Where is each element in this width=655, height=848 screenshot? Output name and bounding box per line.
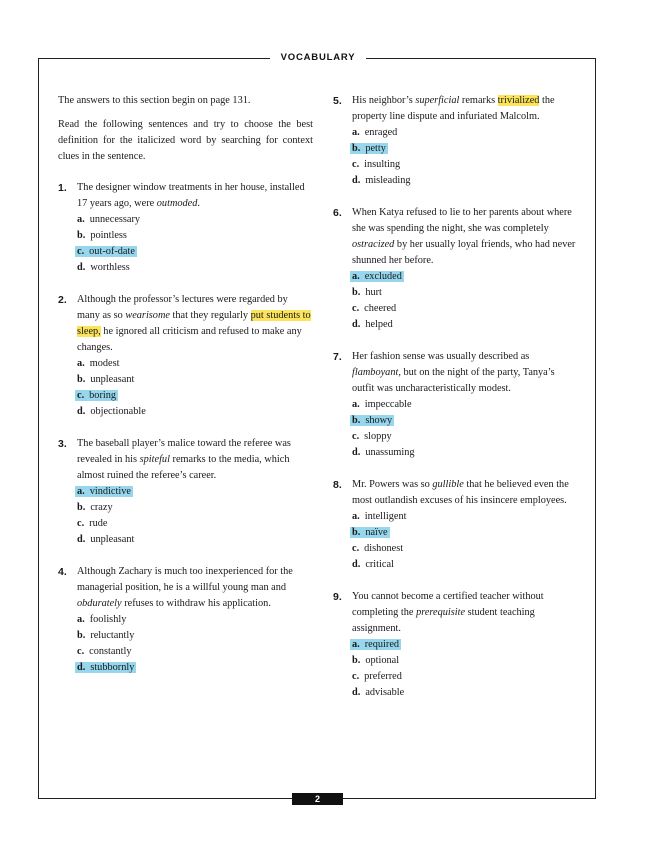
vocab-word: spiteful xyxy=(139,454,170,465)
section-title: VOCABULARY xyxy=(270,52,366,63)
option-a-answer[interactable]: a. required xyxy=(352,639,400,650)
question-stem: You cannot become a certified teacher without completing the prerequisite student teaching assignment. xyxy=(352,591,544,634)
question-9 xyxy=(333,589,578,701)
option-b[interactable]: b. reluctantly xyxy=(77,630,135,641)
option-a[interactable]: a. foolishly xyxy=(77,614,127,625)
question-number: 3. xyxy=(58,438,67,450)
option-b[interactable]: b. hurt xyxy=(352,287,382,298)
option-a[interactable]: a. impeccable xyxy=(352,399,412,410)
question-number: 7. xyxy=(333,351,342,363)
context-clue-highlight: trivialized xyxy=(497,95,540,106)
vocab-word: superficial xyxy=(415,95,460,106)
question-number: 9. xyxy=(333,591,342,603)
option-a[interactable]: a. intelligent xyxy=(352,511,407,522)
option-c[interactable]: c. preferred xyxy=(352,671,402,682)
option-d[interactable]: d. advisable xyxy=(352,687,405,698)
option-c[interactable]: c. cheered xyxy=(352,303,397,314)
question-3 xyxy=(58,436,313,548)
question-2 xyxy=(58,292,313,420)
question-4 xyxy=(58,564,313,676)
option-b[interactable]: b. pointless xyxy=(77,230,127,241)
option-c[interactable]: c. insulting xyxy=(352,159,401,170)
page-number: 2 xyxy=(292,793,343,805)
question-5 xyxy=(333,93,578,189)
question-stem: Although the professor’s lectures were regarded by many as so wearisome that they regularly put students to sleep, he ignored all criticism and refused to make any changes. xyxy=(77,294,311,353)
option-d[interactable]: d. worthless xyxy=(77,262,130,273)
option-b-answer[interactable]: b. naïve xyxy=(352,527,388,538)
option-b-answer[interactable]: b. petty xyxy=(352,143,386,154)
option-d[interactable]: d. critical xyxy=(352,559,394,570)
vocab-word: ostracized xyxy=(352,239,395,250)
option-a[interactable]: a. unnecessary xyxy=(77,214,141,225)
option-a[interactable]: a. modest xyxy=(77,358,120,369)
question-stem: Although Zachary is much too inexperienced for the managerial position, he is a willful young man and obdurately refuses to withdraw his application. xyxy=(77,566,293,609)
option-b[interactable]: b. optional xyxy=(352,655,400,666)
option-d-answer[interactable]: d. stubbornly xyxy=(77,662,135,673)
option-d[interactable]: d. unpleasant xyxy=(77,534,135,545)
question-6 xyxy=(333,205,578,333)
option-d[interactable]: d. misleading xyxy=(352,175,411,186)
vocab-word: outmoded xyxy=(156,198,198,209)
instructions: Read the following sentences and try to choose the best definition for the italicized word by searching for context clues in the sentence. xyxy=(58,119,313,162)
question-number: 6. xyxy=(333,207,342,219)
question-7 xyxy=(333,349,578,461)
question-stem: Mr. Powers was so gullible that he believed even the most outlandish excuses of his insincere employees. xyxy=(352,479,569,506)
option-a-answer[interactable]: a. excluded xyxy=(352,271,402,282)
question-stem: His neighbor’s superficial remarks trivialized the property line dispute and infuriated Malcolm. xyxy=(352,95,555,122)
header-rule-right xyxy=(366,58,596,59)
vocab-word: wearisome xyxy=(125,310,170,321)
option-d[interactable]: d. helped xyxy=(352,319,393,330)
option-c-answer[interactable]: c. out-of-date xyxy=(77,246,135,257)
question-number: 1. xyxy=(58,182,67,194)
option-c[interactable]: c. sloppy xyxy=(352,431,392,442)
right-column xyxy=(333,93,578,717)
question-stem: Her fashion sense was usually described as flamboyant, but on the night of the party, Tanya’s outfit was uncharacteristically modest. xyxy=(352,351,555,394)
question-number: 2. xyxy=(58,294,67,306)
question-stem: The baseball player’s malice toward the referee was revealed in his spiteful remarks to the media, which almost ruined the referee’s career. xyxy=(77,438,291,481)
question-number: 4. xyxy=(58,566,67,578)
option-a-answer[interactable]: a. vindictive xyxy=(77,486,131,497)
vocab-word: obdurately xyxy=(77,598,122,609)
question-8 xyxy=(333,477,578,573)
header-rule-left xyxy=(38,58,270,59)
option-a[interactable]: a. enraged xyxy=(352,127,398,138)
vocab-word: flamboyant xyxy=(352,367,399,378)
answers-note: The answers to this section begin on page 131. xyxy=(58,95,251,106)
option-c[interactable]: c. dishonest xyxy=(352,543,404,554)
question-stem: When Katya refused to lie to her parents about where she was spending the night, she was completely ostracized by her usually loyal friends, who had never shunned her before. xyxy=(352,207,576,266)
option-b[interactable]: b. unpleasant xyxy=(77,374,135,385)
option-d[interactable]: d. unassuming xyxy=(352,447,415,458)
option-c[interactable]: c. rude xyxy=(77,518,108,529)
question-number: 8. xyxy=(333,479,342,491)
option-c[interactable]: c. constantly xyxy=(77,646,132,657)
option-b[interactable]: b. crazy xyxy=(77,502,113,513)
vocab-word: gullible xyxy=(432,479,464,490)
option-b-answer[interactable]: b. showy xyxy=(352,415,393,426)
vocab-word: prerequisite xyxy=(416,607,466,618)
context-clue-highlight: put students to sleep, xyxy=(77,310,311,337)
question-number: 5. xyxy=(333,95,342,107)
left-column xyxy=(58,93,313,692)
option-d[interactable]: d. objectionable xyxy=(77,406,146,417)
question-1 xyxy=(58,180,313,276)
question-stem: The designer window treatments in her house, installed 17 years ago, were outmoded. xyxy=(77,182,305,209)
option-c-answer[interactable]: c. boring xyxy=(77,390,117,401)
